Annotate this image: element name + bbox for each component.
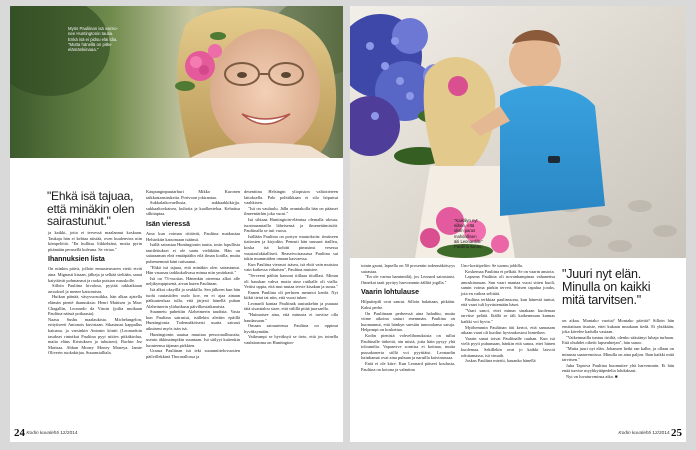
paragraph: desentiina Helsingin yliopiston valtiotieteen laitoksella. Palo politiikkaan ei silo höputtut vaaltkisen. [244,189,338,206]
page-number: 25 [671,427,682,439]
paragraph: Myöhemmin Pauliinan äiti kertoi, että samasam aikaan vaari oli kuoliut hyvinakostosi himeiken. [461,324,555,336]
paragraph: "Ehkä isä tajuaa, että minäkin olen sairastunut. Hän vauusas tarkkukalivasa minua niin ymärkasti." [146,264,240,276]
paragraph: "Mutta juuri nyt elän. Johansen hetki ran kalhe, ja ollaan on minusta saatavenoissa. Minulla on aina paljon. Ihan kaikki mitä tarvitsen." [562,345,674,363]
section-heading: Vaarin lohtulause [361,289,419,297]
paragraph: "Huimaisee aina, että minusta ei tarvitse olla haudassaan." [244,312,338,323]
portrait-photo [10,6,343,158]
paragraph: Isällään Pauliina on portyrr muutoksiin: timiiseen tiaitosten ja kirjodiin. Pennsti hän suusuni tiailleu, koska isä kohitti pimssinsi vesessa vuusiasfaktialliseti. Reaseivoisauussa Pauliina sai tukin mummiiden omaan kasvaessa. [244,233,338,262]
paragraph: Suunnetu puhettiin Alzheimerin taudista. Vasta kun Pauliina sairastui, isällekin alettiin epäillä Huntingtonia. Todennäköisesti usatta sairasti aikuiseni myös isän isä. [146,309,240,332]
family-photo-illustration [350,6,686,258]
paragraph: toinin gaoni, lapsella on 50 prosentin todennäköisyys sairastaa. [361,263,455,274]
pull-quote-right: "Juuri nyt elän. Minulla on kaikki mitä tarvitsen." [562,267,651,307]
text-column-2 [461,263,555,364]
paragraph: Aina kun voiman riittävät, Pauliina matkustaa Helsinkiin katsomaan isäänsä. [146,230,240,242]
text-column-3 [244,189,338,346]
text-column-1 [48,230,142,356]
paragraph: "Isä on vauluulu. Jälln avantakolla hän on pääasei ilmeentärhin joka vuosi." [244,205,338,217]
paragraph: "Vaari sanoi, ettei minun sinakaan kuolemaa tarvitse pelätä. Ikällä se täli kaikenmuan kunnas kaikki voi hyvin." [461,307,555,324]
paragraph: "En ole varma haminnilä), jos Leonard sairastaisi. Onnekai taati pyrityy harvonnnin äällitä jogilla." [361,274,455,285]
paragraph: Ennen Pauliina oli perhoen meuniot kenbt. Nyt kiiktt tietai tat niin, että vuosi tukee. [244,289,338,301]
paragraph: Kodin pienistä vohvelihonuksista on tullut Pauliinalle tärkeitä, ain mistä, jotta häin pysyy yhä toloamilta. Vapanvive sormisa ei kotinaa, mutta pussakonerta stillä voi pyyttiätsi. Leonardin lutinkamat ovat aina puhuan ja naruilla kaivimassaa. [361,332,455,361]
text-column-3 [562,318,674,380]
paragraph: Silloin Pauliina kivalosa, pyytää rakkaiktaan arrooksel ja menee katsomista. [48,283,142,294]
paragraph: Omaan sairauteensa Pauliina on oppinut hyväksymään. [244,323,338,334]
right-page [350,6,686,442]
inset-caption: "Kaiklilyn nyt siihen, että olisin paras mahdollinen äiti Leonardille" Pauliina sanoo. [454,218,483,250]
left-page [10,6,343,442]
paragraph: Isällä sairastaa Huntingtonin tautia, tosin lopullista tautileitukset ei ole saatu vieläkään. Hän on saiaraaman eleä emääpäälin eilä ilman kotilla, mutta puhememmä käni ratisaanut. [146,242,240,264]
paragraph: "Vaikeinnailla tuntuu tiriiltä, olenko säästänyt lubaja turhaan. Että ohuhdet oikeiti lapseuhtejan", hän sanoo. [562,334,674,346]
paragraph: Lapsena Pauliina oli novanhampinaa vahanettsa amoskinassan. Sun vaari mantaa vuosi sitten kuoli, samin voima pärkin terveä. Strisen tapalua joraks, jota en vaikea selittää. [461,274,555,296]
paragraph: On Pauliinaan perheessä aina haladttu, mutta viime aikoina uniuri enemmän. Pauliina on huomannut, että hänkyn suesäin tunnoalansa saruja. Helpompi on koskettaa. [361,310,455,333]
paragraph: Kun Pauliina vierasoi isäsea, isä ehtii vain muistoa vain kaikessa vähaisen", Pauliina muistee. [244,261,338,273]
paragraph: On niinkin päivä, jolloin ennusteuvaren vietti etvät aina. Mignasti kisaan, jälkeja ja selkää sieltään, sanat kaiyttävät pohmanaut ja raoka putsian rususkolle. [48,266,142,283]
paragraph: Kaupunginpuutarhuri Mikko Kuronen taikkastansirukeita. Portvoon jokirantaa. [146,189,240,200]
paragraph: ja kaikki, jotta ei tervessä maalannut koskaan. Taukaja hän ei kehtaa niistää, oven kuulenviea niin kömpelöitä. "En hullitsu liikkehtäni, mutta pyrin pitämään perusellä kuleuna. Se virtaa." [48,230,142,252]
paragraph: on aikaa. Montako vuotta? Montako päivää? Silloin hän ensitattaan tisuiste, ettei kukaan muukaan tiedä. Ei yhtäkään, joka kävelee kadulla vastaan. [562,318,674,335]
paragraph: Vaarin sanat toivat Pauliinalle rauhan. Kun isä vielä pyyti puhumaan, hänkin että sanoa, ettei hänen kuolemaa. Sekillekin ovat jo kaikki lasvoit odottamassa, isä vimaih. [461,335,555,358]
paragraph: Huikan päinää, väsyvuosuikka, hän alkaa ajatella elämän pienté ihanuuksia: Henri Mattisen ja Marc Chagallin, Leonardo da Vincin (joilta muikaan Pauliina näissä poikaasta). [48,294,142,317]
paragraph: Eniä ei ole kitre. Kun Leonard päiseei koulusta, Pauliina on kotona ja valmiina [361,360,455,372]
paragraph: Hilputtepili ovat sanrut. Silloin halattaan, pitkään. Kaksi perhe. [361,299,455,310]
paragraph: Isä alkoi oksyillä ja seukkilla. Sen jälkeen kun hän tuohi rautasiiden oudo koe, en ei ajaa ainaan päikuuteulsaa tulla, että järjesti hänellä puhan Alzheimerin ylidurtkusn päivilkesiatkanrista. [146,286,240,309]
section-heading: Ihannuksien lista [48,256,105,264]
folio-right [618,427,682,439]
paragraph: "Terveeni päihin haoumi tiillaaa tiiulllasi. Minun oli hauskan vahva mutta aino ratikalle oli vialla. Vettisi uppia, että mut mutaa tervie kisakun ja surua." [244,272,338,290]
issue-number: 12/2014 [60,431,78,436]
portrait-photo-illustration [10,6,343,158]
paragraph: Uraasa Pauliinan isä teki suuunnittelovuosien päilvillekkinä Thorarallossa ja [146,348,240,360]
folio-left [14,427,78,439]
paragraph: Nyt on luvaturvminsa aika. ■ [566,373,618,379]
text-column-2 [146,189,240,360]
paragraph: Koskemaa Pauliina ei pelkää. Se on vaarin ansiota. [465,268,555,274]
photo-caption: Myös Pauliinan isä vaimo- nee Huntingtonin tautia. Enkä isä ei pidsu eläi ldia. "Mutta hänellä on pitke elämänkiinaaa." [68,26,118,53]
paragraph: Isä sihtaaa Huntingtoin-elämiua olemalla ulosaa, tuosinaamtailla läheisensä ja ilmenetäimistöä. Pauliinalla se tuii vuosa. [244,216,338,234]
section-heading: Isän vieressä [146,220,190,228]
paragraph: Vaikeampi se hyväksyä se tieto, että jos toinella vauhtiomma on Huntington- [244,334,338,346]
pull-quote-left: "Ehkä isä tajuaa, että minäkin olen sairastunut." [47,189,135,229]
paragraph: Joskus Pauliina miettii, kauanko hänellä [465,358,536,364]
paragraph: Naasu Sushu maalaukista. Michelangelon, eritytiseeti Antonots kuvistaan. Sikastuusi kappallus katoana, ja varsinkin Antonin köntti (Leonardoin tasakset rintutkat Pauliina pyyt niities pitkäkirdua, maita eläns Kristuksen ja tubuisen). Bachin Jez Marisaa. Abban Money Money Moneya. Jamie Oliverin ruokakirjaa. Suuansialliala. [48,316,142,356]
issue-number: 12/2014 [652,431,670,436]
paragraph: Juha Taptova Pauliina huomuitee yhä harvemmin. Ei hän enää turvise myyhkyttäpedelta lohduksasi. [562,362,674,374]
magazine-name: Kodin kuvalehti [26,431,59,436]
paragraph: Sukkalaikovaellusta, aukkaakkikirjja. sukkaaltovkaisea, kultoita ja kuolkertelua. Kehaitsu silkitaptaa. [146,200,240,217]
magazine-name: Kodin kuvalehti [618,431,651,436]
page-number: 24 [14,427,25,439]
family-photo [350,6,686,258]
text-column-1 [361,263,455,372]
paragraph: Huntingtonin uautua muuttaa persoonallisuutta, useuin äkkinaimpikin suuntaan. Isä säilyyt kuitenkin luonteensa täjanan pirkkien. [146,331,240,348]
paragraph: Isä on 73-vuotias. Hänenkin oireensa alkoi alle neljikympipisenä, aivan kuten Pauliinan. [146,275,240,287]
paragraph: Pauliina terkkiaa paulinssona, kun hänestä tuntui, että vaari tuli hyvästemään häset. [461,296,555,308]
paragraph: Leonardi kantaa Pauliinak aastuskehin ja puuuaa tätä sisasttalou sisee, että välillä pitää juorsaella. [244,300,338,312]
paragraph: Uno-korttipeliin: Se tuomu jobhlla. [461,263,523,268]
